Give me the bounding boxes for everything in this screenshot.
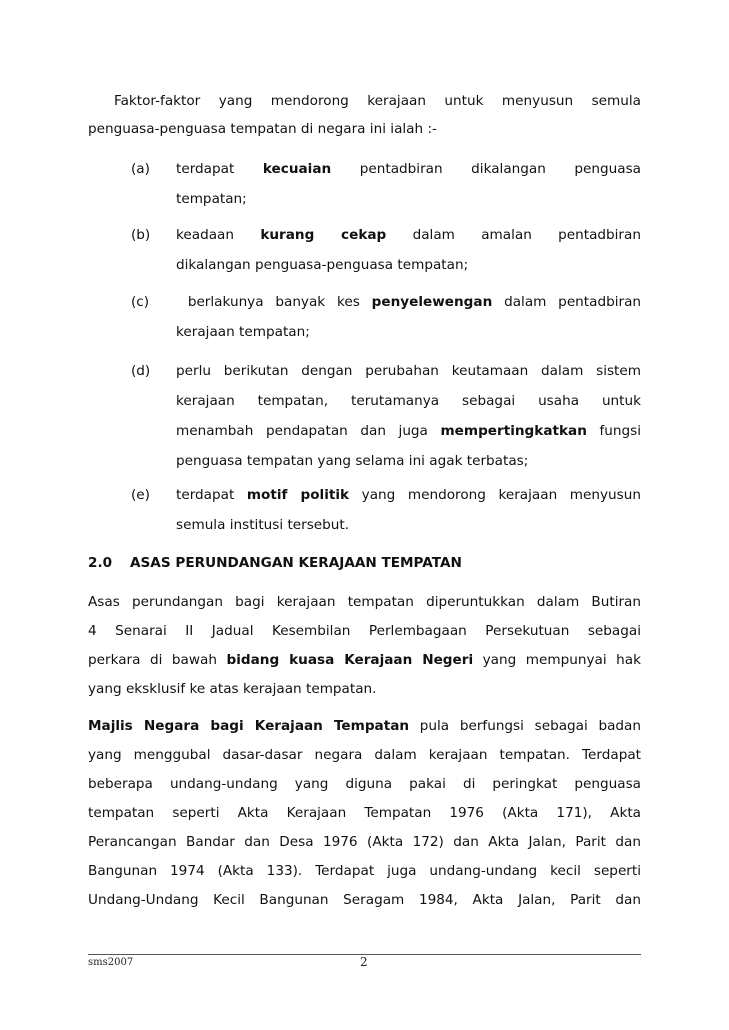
paragraph-line: beberapa undang-undang yang diguna pakai di peringkat penguasa bbox=[88, 776, 641, 792]
list-item: perlu berikutan dengan perubahan keutamaan dalam sistem kerajaan tempatan, terutamanya sebagai usaha untuk menambah pendapatan dan juga mempertingkatkan fungsi penguasa tempatan yang selama ini agak terbatas; bbox=[176, 363, 642, 469]
list-item-label: (d) bbox=[131, 363, 151, 379]
list-item-label: (b) bbox=[131, 227, 151, 243]
paragraph-line: tempatan seperti Akta Kerajaan Tempatan 1976 (Akta 171), Akta bbox=[88, 805, 641, 821]
intro-line-2: penguasa-penguasa tempatan di negara ini ialah :- bbox=[88, 121, 437, 137]
paragraph-line: Undang-Undang Kecil Bangunan Seragam 1984, Akta Jalan, Parit dan bbox=[88, 892, 641, 908]
paragraph-line: Perancangan Bandar dan Desa 1976 (Akta 172) dan Akta Jalan, Parit dan bbox=[88, 834, 641, 850]
list-item: berlakunya banyak kes penyelewengan dalam pentadbiran kerajaan tempatan; bbox=[176, 294, 642, 340]
paragraph-line: Majlis Negara bagi Kerajaan Tempatan pula berfungsi sebagai badan bbox=[88, 718, 641, 734]
paragraph-line: perkara di bawah bidang kuasa Kerajaan Negeri yang mempunyai hak bbox=[88, 652, 641, 668]
section-heading bbox=[88, 548, 462, 578]
paragraph-line: Asas perundangan bagi kerajaan tempatan diperuntukkan dalam Butiran bbox=[88, 594, 641, 610]
paragraph-line: yang menggubal dasar-dasar negara dalam kerajaan tempatan. Terdapat bbox=[88, 747, 641, 763]
paragraph-line: 4 Senarai II Jadual Kesembilan Perlembagaan Persekutuan sebagai bbox=[88, 623, 641, 639]
paragraph-line: yang eksklusif ke atas kerajaan tempatan. bbox=[88, 681, 377, 697]
list-item: terdapat motif politik yang mendorong kerajaan menyusun semula institusi tersebut. bbox=[176, 487, 641, 533]
list-item: terdapat kecuaian pentadbiran dikalangan penguasa tempatan; bbox=[176, 161, 642, 207]
section-title: ASAS PERUNDANGAN KERAJAAN TEMPATAN bbox=[130, 555, 462, 571]
paragraph-line: Bangunan 1974 (Akta 133). Terdapat juga undang-undang kecil seperti bbox=[88, 863, 641, 879]
list-item-label: (a) bbox=[131, 161, 150, 177]
page-number: 2 bbox=[360, 955, 368, 969]
list-item-label: (c) bbox=[131, 294, 150, 310]
intro-line-1: Faktor-faktor yang mendorong kerajaan untuk menyusun semula bbox=[114, 93, 641, 109]
footer-label: sms2007 bbox=[88, 957, 134, 968]
section-number: 2.0 bbox=[88, 555, 113, 571]
list-item-label: (e) bbox=[131, 487, 150, 503]
list-item: keadaan kurang cekap dalam amalan pentadbiran dikalangan penguasa-penguasa tempatan; bbox=[176, 227, 641, 273]
